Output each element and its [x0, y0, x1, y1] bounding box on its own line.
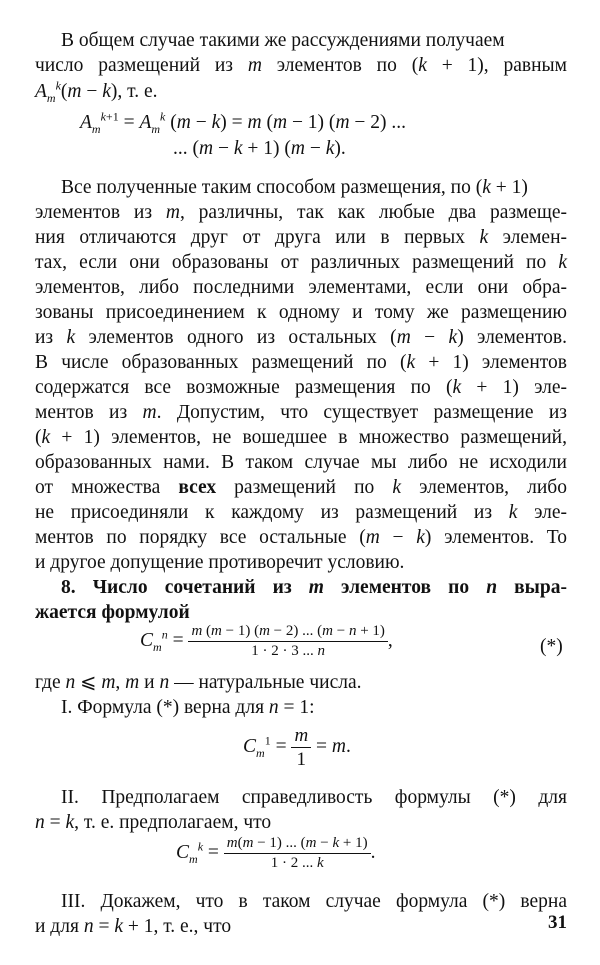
paragraph-line: В общем случае такими же рассуждениями получаем — [61, 30, 505, 51]
fraction: $\frac{m}{1}$ — [291, 724, 311, 771]
paragraph-line: I. Формула (*) верна для n = 1: — [61, 697, 315, 718]
formula-line: ... (m − k + 1) (m − k). — [173, 138, 346, 159]
paragraph-line: и другое допущение противоречит условию. — [35, 552, 405, 573]
section-heading: 8. Число сочетаний из m элементов по n выра- — [61, 577, 567, 598]
paragraph-line: число размещений из m элементов по (k + 1), равным — [35, 55, 567, 76]
section-heading: жается формулой — [35, 602, 190, 623]
formula-line: $A_m^{k+1} = A_m^k$ (m − k) = m (m − 1) (m − 2) ... — [80, 109, 407, 136]
paragraph-line: В числе образованных размещений по (k + 1) элементов — [35, 352, 567, 373]
paragraph-line: ментов из m. Допустим, что существует размещение из — [35, 402, 567, 423]
paragraph-line: $A_m^k(m - k)$, т. е. — [35, 78, 158, 105]
paragraph-line: от множества всех размещений по k элементов, либо — [35, 477, 567, 498]
paragraph-line: не присоединяли к каждому из размещений из k эле- — [35, 502, 567, 523]
paragraph-line: (k + 1) элементов, не вошедшее в множество размещений, — [35, 427, 567, 448]
paragraph-line: тах, если они образованы от различных размещений по k — [35, 252, 567, 273]
fraction: $\frac{m(m - 1) ... (m - k + 1)}{1 \cdot 2 ... k}$ — [224, 834, 371, 873]
paragraph-line: элементов из m, различны, так как любые два размеще- — [35, 202, 567, 223]
paragraph-line: где n ⩽ m, m и n — натуральные числа. — [35, 672, 362, 693]
paragraph-line: n = k, т. е. предполагаем, что — [35, 812, 272, 833]
paragraph-line: и для n = k + 1, т. е., что — [35, 916, 232, 937]
paragraph-line: зованы присоединением к одному и тому же размещению — [35, 302, 567, 323]
paragraph-line: содержатся все возможные размещения по (k + 1) эле- — [35, 377, 568, 398]
paragraph-line: ментов по порядку все остальные (m − k) элементов. То — [35, 527, 568, 548]
page-number: 31 — [548, 912, 567, 933]
formula-line: $C_m^k$ = $\frac{m(m - 1) ... (m - k + 1)}{1 \cdot 2 ... k}$ . — [176, 835, 376, 871]
paragraph-line: элементов, либо последними элементами, если они обра- — [35, 277, 567, 298]
fraction: $\frac{m (m - 1) (m - 2) ... (m - n + 1)}{1 \cdot 2 \cdot 3 ... n}$ — [188, 622, 387, 661]
paragraph-line: II. Предполагаем справедливость формулы (*) для — [61, 787, 567, 808]
paragraph-line: ния отличаются друг от друга или в первых k элемен- — [35, 227, 567, 248]
paragraph-line: Все полученные таким способом размещения, по (k + 1) — [61, 177, 528, 198]
paragraph-line: образованных нами. В таком случае мы либо не исходили — [35, 452, 567, 473]
paragraph-line: III. Докажем, что в таком случае формула (*) верна — [61, 891, 567, 912]
formula-tag: (*) — [540, 636, 563, 657]
paragraph-line: из k элементов одного из остальных (m − k) элементов. — [35, 327, 567, 348]
formula-star: $C_m^n$ = $\frac{m (m - 1) (m - 2) ... (m - n + 1)}{1 \cdot 2 \cdot 3 ... n}$ , — [140, 623, 393, 659]
formula-line: $C_m^1$ = $\frac{m}{1}$ = m. — [243, 725, 351, 770]
